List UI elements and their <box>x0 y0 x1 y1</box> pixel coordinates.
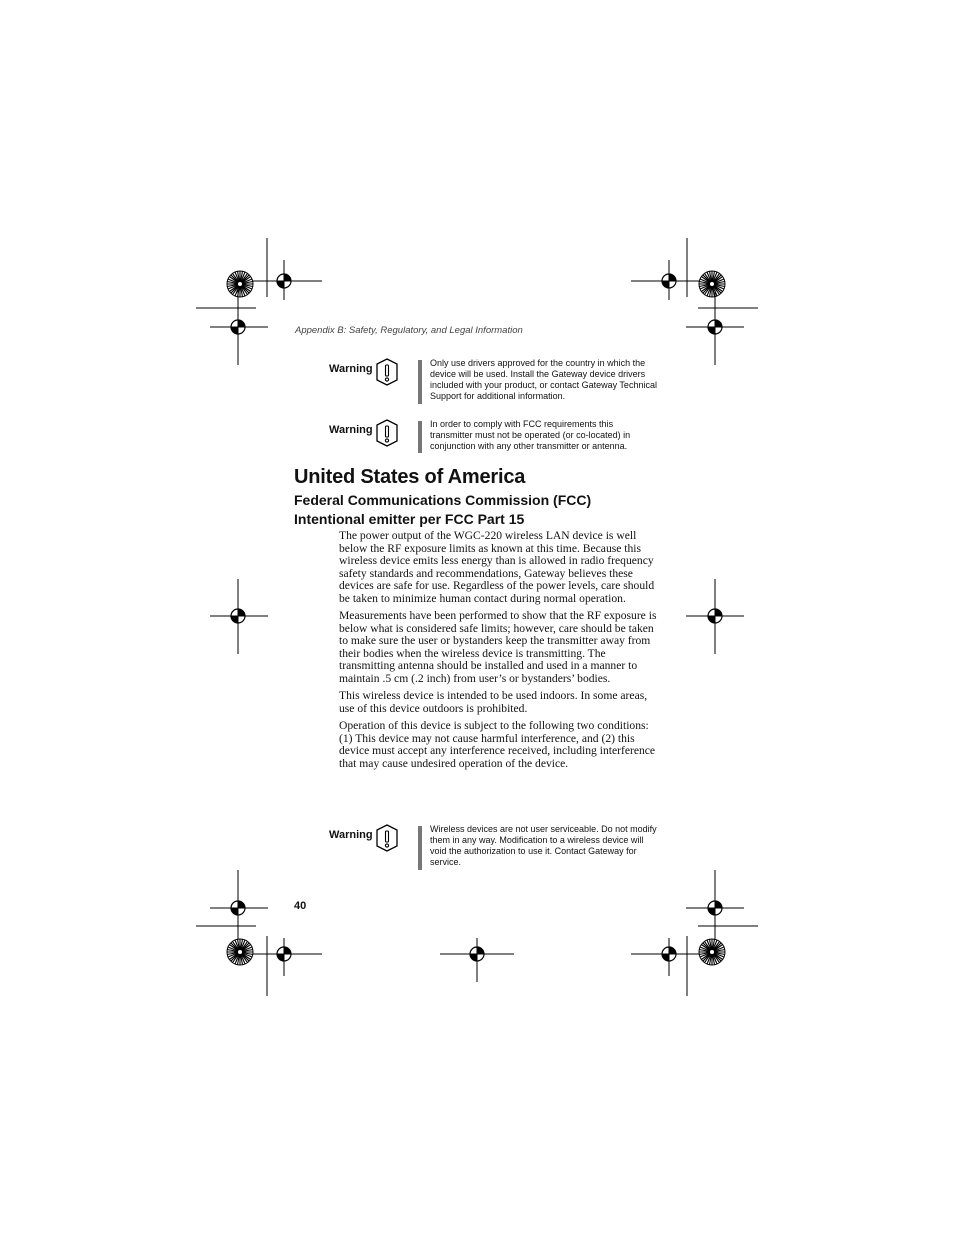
paragraph: Measurements have been performed to show that the RF exposure is below what is considered safe limits; however, care should be taken to make sure the user or bystanders keep the transmitter away from their bodies when the wireless device is transmitting. The transmitting antenna should be installed and used in a manner to maintain .5 cm (.2 inch) from user’s or bystanders’ bodies. <box>339 609 657 685</box>
paragraph: This wireless device is intended to be used indoors. In some areas, use of this device outdoors is prohibited. <box>339 689 648 715</box>
section-heading: United States of America <box>294 466 526 488</box>
body-text <box>339 530 659 775</box>
registration-mark-icon <box>659 944 679 964</box>
warning-bar <box>418 360 422 404</box>
warning-label: Warning <box>329 829 373 841</box>
registration-mark-icon <box>705 606 725 626</box>
subheading-part-15: Intentional emitter per FCC Part 15 <box>294 511 525 527</box>
registration-mark-icon <box>467 944 487 964</box>
printer-color-bar-icon <box>227 271 253 297</box>
registration-mark-icon <box>274 271 294 291</box>
registration-mark-icon <box>705 317 725 337</box>
paragraph: Operation of this device is subject to the following two conditions: (1) This device may not cause harmful interference, and (2) this device must accept any interference received, including interference that may cause undesired operation of the device. <box>339 719 656 770</box>
warning-box <box>295 824 665 872</box>
warning-text: In order to comply with FCC requirements this transmitter must not be operated (or co-located) in conjunction with any other transmitter or antenna. <box>430 419 631 451</box>
paragraph: The power output of the WGC-220 wireless LAN device is well below the RF exposure limits as known at this time. Because this wireless device emits less energy than is allowed in radio frequency safety standards and recommendations, Gateway believes these devices are safe for use. Regardless of the power levels, care should be taken to minimize human contact during normal operation. <box>339 529 655 605</box>
page-number: 40 <box>294 900 307 912</box>
warning-text: Only use drivers approved for the country in which the device will be used. Install the Gateway device drivers included with your product, or contact Gateway Technical Support for additional information. <box>430 358 657 401</box>
registration-mark-icon <box>659 271 679 291</box>
warning-label: Warning <box>329 424 373 436</box>
printer-color-bar-icon <box>699 271 725 297</box>
warning-text: Wireless devices are not user serviceable. Do not modify them in any way. Modification to a wireless device will void the authorization to use it. Contact Gateway for service. <box>430 824 657 867</box>
registration-mark-icon <box>274 944 294 964</box>
registration-mark-icon <box>228 898 248 918</box>
exclamation-warning-icon <box>375 824 399 852</box>
exclamation-warning-icon <box>375 358 399 386</box>
running-head: Appendix B: Safety, Regulatory, and Legal Information <box>295 325 523 336</box>
exclamation-warning-icon <box>375 419 399 447</box>
warning-box <box>295 419 665 455</box>
warning-box <box>295 358 665 406</box>
subheading-fcc: Federal Communications Commission (FCC) <box>294 492 592 508</box>
warning-bar <box>418 421 422 453</box>
registration-mark-icon <box>705 898 725 918</box>
registration-mark-icon <box>228 606 248 626</box>
registration-mark-icon <box>228 317 248 337</box>
warning-label: Warning <box>329 363 373 375</box>
printer-color-bar-icon <box>227 939 253 965</box>
warning-bar <box>418 826 422 870</box>
printer-color-bar-icon <box>699 939 725 965</box>
